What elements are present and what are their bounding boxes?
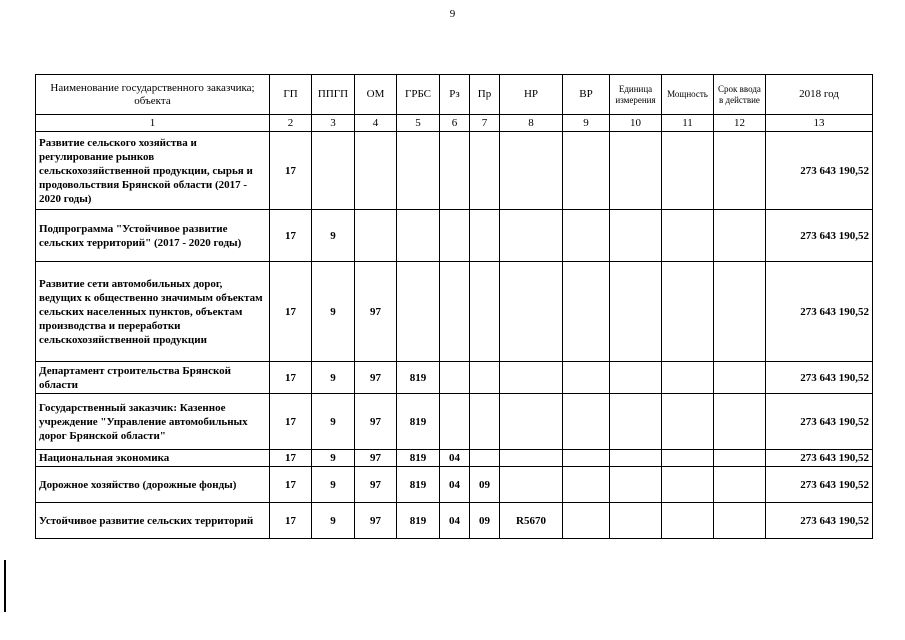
row-om: 97 — [355, 394, 397, 450]
row-rz: 04 — [440, 503, 470, 539]
row-rz — [440, 362, 470, 394]
row-grbs — [397, 132, 440, 210]
row-amount: 273 643 190,52 — [766, 262, 873, 362]
row-nr: R5670 — [500, 503, 563, 539]
row-grbs: 819 — [397, 362, 440, 394]
column-number: 13 — [766, 115, 873, 132]
table-row — [36, 362, 873, 394]
row-name: Развитие сельского хозяйства и регулирование рынков сельскохозяйственной продукции, сырья и продовольствия Брянской области (2017 - 2020 годы) — [36, 132, 270, 210]
row-vr — [563, 362, 610, 394]
header-ppgp: ППГП — [312, 75, 355, 115]
row-unit — [610, 262, 662, 362]
column-number: 1 — [36, 115, 270, 132]
table-row — [36, 262, 873, 362]
column-number: 9 — [563, 115, 610, 132]
row-rz — [440, 394, 470, 450]
row-om: 97 — [355, 503, 397, 539]
row-nr — [500, 394, 563, 450]
column-number: 5 — [397, 115, 440, 132]
table-row — [36, 450, 873, 467]
row-ppgp: 9 — [312, 394, 355, 450]
row-grbs: 819 — [397, 467, 440, 503]
row-power — [662, 450, 714, 467]
row-vr — [563, 132, 610, 210]
row-gp: 17 — [270, 503, 312, 539]
row-nr — [500, 262, 563, 362]
row-pr: 09 — [470, 467, 500, 503]
row-gp: 17 — [270, 362, 312, 394]
header-om: ОМ — [355, 75, 397, 115]
table-row — [36, 132, 873, 210]
row-amount: 273 643 190,52 — [766, 450, 873, 467]
header-gp: ГП — [270, 75, 312, 115]
row-gp: 17 — [270, 132, 312, 210]
row-om — [355, 210, 397, 262]
table-row — [36, 467, 873, 503]
row-name: Департамент строительства Брянской области — [36, 362, 270, 394]
row-unit — [610, 467, 662, 503]
row-term — [714, 210, 766, 262]
row-grbs: 819 — [397, 394, 440, 450]
row-vr — [563, 450, 610, 467]
row-grbs — [397, 210, 440, 262]
table-row — [36, 503, 873, 539]
budget-table — [35, 74, 873, 539]
row-unit — [610, 450, 662, 467]
column-number: 12 — [714, 115, 766, 132]
column-number: 8 — [500, 115, 563, 132]
header-vr: ВР — [563, 75, 610, 115]
row-unit — [610, 503, 662, 539]
row-om: 97 — [355, 362, 397, 394]
row-term — [714, 503, 766, 539]
row-nr — [500, 132, 563, 210]
header-name: Наименование государственного заказчика; объекта — [36, 75, 270, 115]
header-pr: Пр — [470, 75, 500, 115]
column-number: 11 — [662, 115, 714, 132]
row-grbs: 819 — [397, 450, 440, 467]
column-number: 4 — [355, 115, 397, 132]
row-gp: 17 — [270, 210, 312, 262]
row-rz — [440, 132, 470, 210]
row-name: Национальная экономика — [36, 450, 270, 467]
header-grbs: ГРБС — [397, 75, 440, 115]
row-amount: 273 643 190,52 — [766, 467, 873, 503]
row-pr: 09 — [470, 503, 500, 539]
header-term: Срок ввода в действие — [714, 75, 766, 115]
row-name: Государственный заказчик: Казенное учреждение "Управление автомобильных дорог Брянской области" — [36, 394, 270, 450]
row-term — [714, 362, 766, 394]
row-term — [714, 262, 766, 362]
header-rz: Рз — [440, 75, 470, 115]
row-rz — [440, 262, 470, 362]
row-pr — [470, 362, 500, 394]
row-unit — [610, 132, 662, 210]
table-row — [36, 394, 873, 450]
row-grbs: 819 — [397, 503, 440, 539]
row-term — [714, 450, 766, 467]
row-pr — [470, 394, 500, 450]
row-vr — [563, 467, 610, 503]
header-year: 2018 год — [766, 75, 873, 115]
row-term — [714, 467, 766, 503]
row-name: Развитие сети автомобильных дорог, ведущих к общественно значимым объектам сельских населенных пунктов, объектам производства и переработки сельскохозяйственной продукции — [36, 262, 270, 362]
row-power — [662, 362, 714, 394]
row-ppgp: 9 — [312, 503, 355, 539]
row-unit — [610, 210, 662, 262]
row-pr — [470, 450, 500, 467]
column-number-row — [36, 115, 873, 132]
row-gp: 17 — [270, 467, 312, 503]
row-vr — [563, 394, 610, 450]
row-power — [662, 503, 714, 539]
row-nr — [500, 362, 563, 394]
row-unit — [610, 394, 662, 450]
row-name: Устойчивое развитие сельских территорий — [36, 503, 270, 539]
row-gp: 17 — [270, 394, 312, 450]
row-ppgp: 9 — [312, 210, 355, 262]
row-name: Дорожное хозяйство (дорожные фонды) — [36, 467, 270, 503]
row-rz: 04 — [440, 450, 470, 467]
column-number: 6 — [440, 115, 470, 132]
row-pr — [470, 210, 500, 262]
page-number: 9 — [449, 8, 456, 20]
row-power — [662, 394, 714, 450]
row-pr — [470, 132, 500, 210]
row-gp: 17 — [270, 262, 312, 362]
row-om: 97 — [355, 467, 397, 503]
row-vr — [563, 262, 610, 362]
row-rz — [440, 210, 470, 262]
row-amount: 273 643 190,52 — [766, 362, 873, 394]
row-grbs — [397, 262, 440, 362]
row-amount: 273 643 190,52 — [766, 503, 873, 539]
row-ppgp — [312, 132, 355, 210]
row-term — [714, 394, 766, 450]
margin-mark — [4, 560, 6, 612]
row-rz: 04 — [440, 467, 470, 503]
column-number: 3 — [312, 115, 355, 132]
row-power — [662, 132, 714, 210]
row-nr — [500, 450, 563, 467]
row-vr — [563, 210, 610, 262]
row-term — [714, 132, 766, 210]
row-om — [355, 132, 397, 210]
row-amount: 273 643 190,52 — [766, 132, 873, 210]
header-power: Мощность — [662, 75, 714, 115]
row-nr — [500, 467, 563, 503]
row-nr — [500, 210, 563, 262]
column-number: 10 — [610, 115, 662, 132]
table-row — [36, 210, 873, 262]
row-power — [662, 210, 714, 262]
row-pr — [470, 262, 500, 362]
row-gp: 17 — [270, 450, 312, 467]
header-unit: Единица измерения — [610, 75, 662, 115]
row-power — [662, 262, 714, 362]
row-unit — [610, 362, 662, 394]
row-ppgp: 9 — [312, 450, 355, 467]
row-vr — [563, 503, 610, 539]
column-number: 2 — [270, 115, 312, 132]
row-om: 97 — [355, 262, 397, 362]
row-ppgp: 9 — [312, 467, 355, 503]
row-ppgp: 9 — [312, 262, 355, 362]
row-amount: 273 643 190,52 — [766, 394, 873, 450]
row-ppgp: 9 — [312, 362, 355, 394]
column-number: 7 — [470, 115, 500, 132]
header-row — [36, 75, 873, 115]
row-name: Подпрограмма "Устойчивое развитие сельских территорий" (2017 - 2020 годы) — [36, 210, 270, 262]
header-nr: НР — [500, 75, 563, 115]
row-amount: 273 643 190,52 — [766, 210, 873, 262]
row-om: 97 — [355, 450, 397, 467]
row-power — [662, 467, 714, 503]
